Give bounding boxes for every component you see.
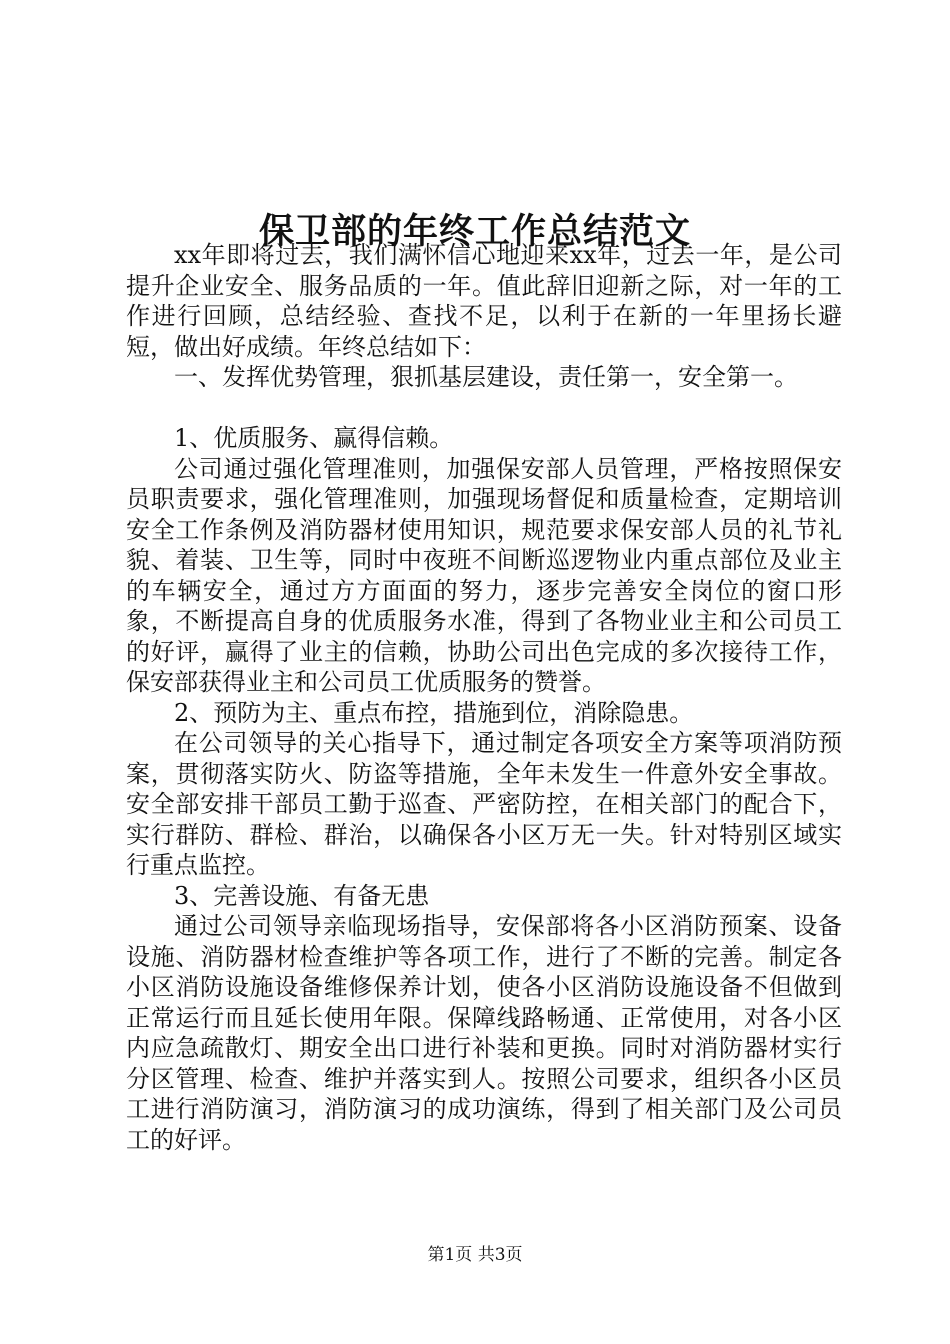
document-title: 保卫部的年终工作总结范文	[258, 211, 691, 253]
subheading-1: 1、优质服务、赢得信赖。	[174, 424, 454, 452]
subheading-2: 2、预防为主、重点布控，措施到位，消除隐患。	[174, 698, 694, 727]
paragraph-intro: xx年即将过去，我们满怀信心地迎来xx年，过去一年，是公司提升企业安全、服务品质的一年。值此辞旧迎新之际，对一年的工作进行回顾，总结经验、查找不足，以利于在新的一年里扬长避短，做出好成绩。年终总结如下：	[126, 241, 842, 361]
paragraph-facilities: 通过公司领导亲临现场指导，安保部将各小区消防预案、设备设施、消防器材检查维护等各项工作，进行了不断的完善。制定各小区消防设施设备维修保养计划，使各小区消防设施设备不但做到正常运行而且延长使用年限。保障线路畅通、正常使用，对各小区内应急疏散灯、期安全出口进行补装和更换。同时对消防器材实行分区管理、检查、维护并落实到人。按照公司要求，组织各小区员工进行消防演习，消防演习的成功演练，得到了相关部门及公司员工的好评。	[126, 912, 842, 1154]
section-heading-1: 一、发挥优势管理，狠抓基层建设，责任第一，安全第一。	[174, 363, 798, 391]
page-number-footer: 第1页 共3页	[427, 1245, 523, 1265]
document-body	[126, 240, 842, 1155]
paragraph-prevention: 在公司领导的关心指导下，通过制定各项安全方案等项消防预案，贯彻落实防火、防盗等措施，全年未发生一件意外安全事故。安全部安排干部员工勤于巡查、严密防控，在相关部门的配合下，实行群防、群检、群治，以确保各小区万无一失。针对特别区域实行重点监控。	[126, 729, 842, 879]
subheading-3: 3、完善设施、有备无患	[174, 881, 430, 910]
paragraph-service: 公司通过强化管理准则，加强保安部人员管理，严格按照保安员职责要求，强化管理准则，加强现场督促和质量检查，定期培训安全工作条例及消防器材使用知识，规范要求保安部人员的礼节礼貌、着装、卫生等，同时中夜班不间断巡逻物业内重点部位及业主的车辆安全，通过方方面面的努力，逐步完善安全岗位的窗口形象，不断提高自身的优质服务水准，得到了各物业业主和公司员工的好评，赢得了业主的信赖，协助公司出色完成的多次接待工作，保安部获得业主和公司员工优质服务的赞誉。	[126, 454, 842, 696]
